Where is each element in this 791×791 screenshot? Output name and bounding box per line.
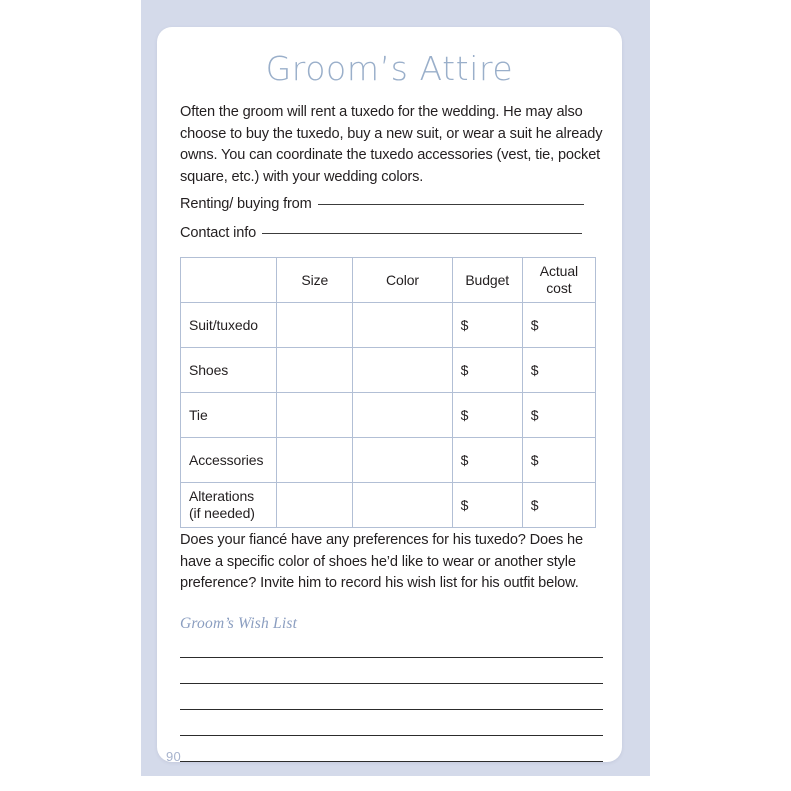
table-row [181, 438, 596, 483]
cell-actual-tie[interactable]: $ [522, 393, 595, 438]
contact-info-input-rule[interactable] [262, 233, 582, 234]
cell-size-accessories[interactable] [277, 438, 353, 483]
writing-line[interactable] [180, 736, 603, 762]
cell-size-suit-tuxedo[interactable] [277, 303, 353, 348]
page-title: Groom’s Attire [265, 49, 514, 88]
row-label-alterations-line1: Alterations [189, 488, 255, 504]
cell-budget-tie[interactable]: $ [452, 393, 522, 438]
renting-from-label: Renting/ buying from [180, 196, 312, 212]
cell-budget-alterations[interactable]: $ [452, 483, 522, 528]
column-header-actual-cost-line2: cost [546, 280, 572, 296]
column-header-budget: Budget [452, 258, 522, 303]
cell-budget-accessories[interactable]: $ [452, 438, 522, 483]
cell-budget-shoes[interactable]: $ [452, 348, 522, 393]
wish-list-heading: Groom’s Wish List [180, 615, 298, 632]
page-number: 90 [166, 749, 182, 762]
row-label-accessories: Accessories [181, 438, 277, 483]
renting-from-input-rule[interactable] [318, 204, 584, 205]
writing-line[interactable] [180, 710, 603, 736]
row-label-shoes: Shoes [181, 348, 277, 393]
contact-info-field-row [180, 225, 603, 247]
cell-color-tie[interactable] [353, 393, 452, 438]
cell-size-shoes[interactable] [277, 348, 353, 393]
cell-size-alterations[interactable] [277, 483, 353, 528]
table-header-row [181, 258, 596, 303]
row-label-alterations [181, 483, 277, 528]
cell-size-tie[interactable] [277, 393, 353, 438]
cell-actual-alterations[interactable]: $ [522, 483, 595, 528]
table-row [181, 348, 596, 393]
renting-from-field-row [180, 196, 603, 218]
column-header-actual-cost-line1: Actual [539, 263, 579, 279]
writing-line[interactable] [180, 684, 603, 710]
intro-paragraph: Often the groom will rent a tuxedo for the wedding. He may also choose to buy the tuxedo, buy a new suit, or wear a suit he already owns. You can coordinate the tuxedo accessories (vest, tie, pocket square, etc.) with your wedding colors. [180, 104, 603, 185]
contact-info-label: Contact info [180, 225, 257, 241]
cell-color-accessories[interactable] [353, 438, 452, 483]
column-header-size: Size [277, 258, 353, 303]
cell-actual-suit-tuxedo[interactable]: $ [522, 303, 595, 348]
cell-budget-suit-tuxedo[interactable]: $ [452, 303, 522, 348]
cell-color-suit-tuxedo[interactable] [353, 303, 452, 348]
table-row [181, 483, 596, 528]
cell-color-alterations[interactable] [353, 483, 452, 528]
cell-actual-accessories[interactable]: $ [522, 438, 595, 483]
cell-color-shoes[interactable] [353, 348, 452, 393]
cell-actual-shoes[interactable]: $ [522, 348, 595, 393]
table-row [181, 393, 596, 438]
writing-line[interactable] [180, 658, 603, 684]
row-label-tie: Tie [181, 393, 277, 438]
column-header-item [181, 258, 277, 303]
writing-line[interactable] [180, 632, 603, 658]
column-header-actual-cost [522, 258, 595, 303]
column-header-color: Color [353, 258, 452, 303]
row-label-suit-tuxedo: Suit/tuxedo [181, 303, 277, 348]
row-label-alterations-line2: (if needed) [189, 505, 255, 521]
followup-paragraph: Does your fiancé have any preferences for his tuxedo? Does he have a specific color of shoes he’d like to wear or another style preference? Invite him to record his wish list for his outfit below. [180, 532, 583, 591]
workbook-page-card [157, 27, 622, 762]
table-row [181, 303, 596, 348]
wish-list-writing-lines [180, 632, 603, 762]
attire-budget-table [180, 257, 596, 528]
